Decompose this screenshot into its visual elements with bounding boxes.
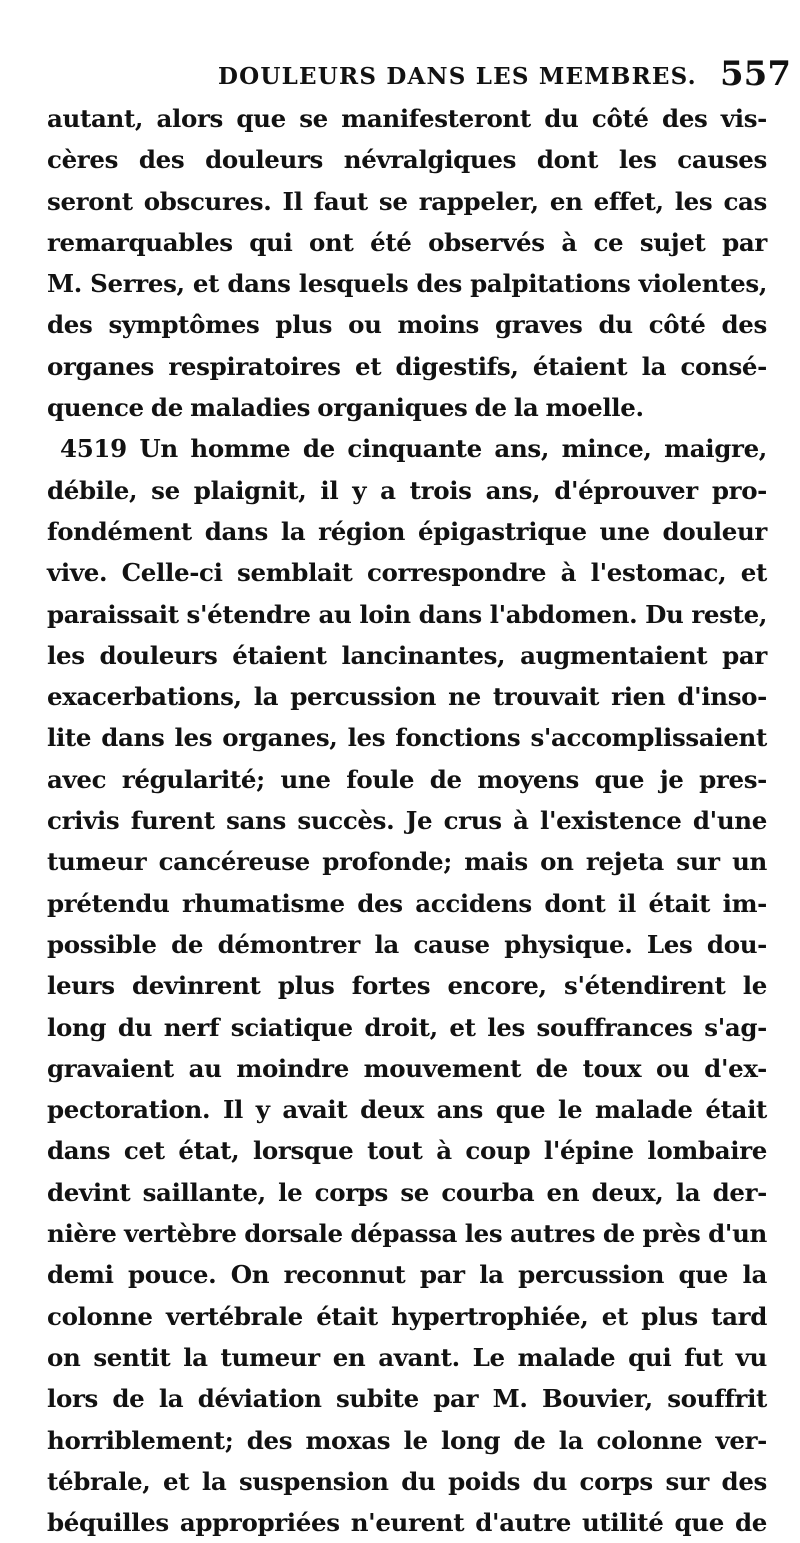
text-line: on sentit la tumeur en avant. Le malade qui fut vu bbox=[47, 1342, 767, 1372]
text-line: tumeur cancéreuse profonde; mais on rejeta sur un bbox=[47, 847, 767, 877]
text-line: avec régularité; une foule de moyens que je pres- bbox=[47, 764, 767, 794]
text-line: pectoration. Il y avait deux ans que le malade était bbox=[47, 1095, 767, 1125]
text-line: lite dans les organes, les fonctions s'accomplissaient bbox=[47, 723, 767, 753]
text-line: lors de la déviation subite par M. Bouvier, souffrit bbox=[47, 1384, 767, 1414]
text-line: tébrale, et la suspension du poids du corps sur des bbox=[47, 1466, 767, 1496]
text-line: possible de démontrer la cause physique. Les dou- bbox=[47, 929, 767, 959]
text-line: devint saillante, le corps se courba en deux, la der- bbox=[47, 1177, 767, 1207]
text-line: leurs devinrent plus fortes encore, s'étendirent le bbox=[47, 971, 767, 1001]
text-line: horriblement; des moxas le long de la colonne ver- bbox=[47, 1425, 767, 1455]
text-line: seront obscures. Il faut se rappeler, en effet, les cas bbox=[47, 186, 767, 216]
text-line: vive. Celle-ci semblait correspondre à l'estomac, et bbox=[47, 558, 767, 588]
text-line: des symptômes plus ou moins graves du côté des bbox=[47, 310, 767, 340]
page-number: 557 bbox=[720, 54, 791, 94]
running-title: DOULEURS DANS LES MEMBRES. bbox=[218, 63, 697, 90]
text-line: gravaient au moindre mouvement de toux ou d'ex- bbox=[47, 1053, 767, 1083]
text-line: débile, se plaignit, il y a trois ans, d'éprouver pro- bbox=[47, 475, 767, 505]
text-line: fondément dans la région épigastrique une douleur bbox=[47, 516, 767, 546]
text-line: prétendu rhumatisme des accidens dont il était im- bbox=[47, 888, 767, 918]
body-text bbox=[47, 98, 767, 1543]
text-line: quence de maladies organiques de la moelle. bbox=[47, 393, 644, 423]
text-line: remarquables qui ont été observés à ce sujet par bbox=[47, 227, 767, 257]
text-line: demi pouce. On reconnut par la percussion que la bbox=[47, 1260, 767, 1290]
text-line: nière vertèbre dorsale dépassa les autres de près d'un bbox=[47, 1219, 767, 1249]
text-line: paraissait s'étendre au loin dans l'abdomen. Du reste, bbox=[47, 599, 767, 629]
text-line: organes respiratoires et digestifs, étaient la consé- bbox=[47, 351, 767, 381]
text-line: les douleurs étaient lancinantes, augmentaient par bbox=[47, 640, 767, 670]
text-line: dans cet état, lorsque tout à coup l'épine lombaire bbox=[47, 1136, 767, 1166]
text-line: autant, alors que se manifesteront du côté des vis- bbox=[47, 104, 767, 133]
text-line: crivis furent sans succès. Je crus à l'existence d'une bbox=[47, 806, 767, 836]
text-line: M. Serres, et dans lesquels des palpitations violentes, bbox=[47, 269, 767, 299]
text-line: cères des douleurs névralgiques dont les causes bbox=[47, 145, 767, 175]
text-line: colonne vertébrale était hypertrophiée, et plus tard bbox=[47, 1301, 767, 1331]
text-line: exacerbations, la percussion ne trouvait rien d'inso- bbox=[47, 682, 767, 712]
text-line: long du nerf sciatique droit, et les souffrances s'ag- bbox=[47, 1012, 767, 1042]
text-line: béquilles appropriées n'eurent d'autre utilité que de bbox=[47, 1508, 767, 1538]
paragraph-start-line: 4519 Un homme de cinquante ans, mince, maigre, bbox=[60, 434, 767, 464]
